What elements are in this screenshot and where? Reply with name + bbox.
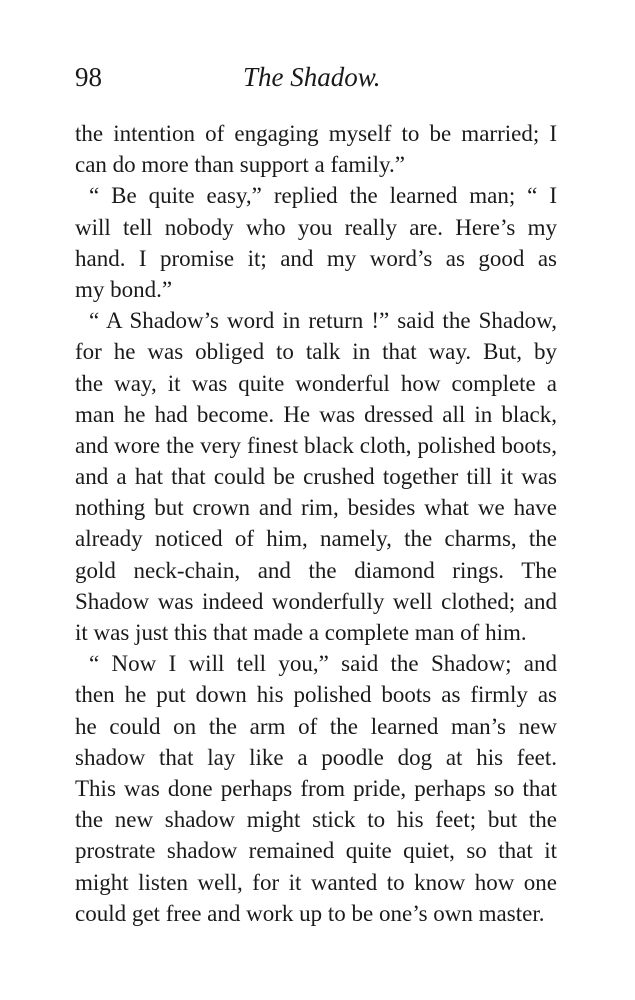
text-line: Shadow was indeed wonderfully well clothed; and [75, 588, 557, 614]
text-line: This was done perhaps from pride, perhaps so that [75, 775, 557, 801]
text-line: can do more than support a family.” [75, 152, 405, 178]
text-line: could get free and work up to be one’s own master. [75, 900, 545, 926]
text-line: and a hat that could be crushed together till it was [75, 464, 557, 490]
text-line: “ Be quite easy,” replied the learned man; “ I [89, 183, 557, 209]
text-line: man he had become. He was dressed all in black, [75, 401, 557, 427]
text-line: already noticed of him, namely, the charms, the [75, 526, 557, 552]
text-line: “ A Shadow’s word in return !” said the Shadow, [89, 308, 557, 334]
text-line: will tell nobody who you really are. Here’s my [75, 214, 557, 240]
text-line: and wore the very finest black cloth, polished boots, [75, 432, 557, 458]
text-line: for he was obliged to talk in that way. But, by [75, 339, 557, 365]
text-line: shadow that lay like a poodle dog at his feet. [75, 744, 557, 770]
text-line: prostrate shadow remained quite quiet, so that it [75, 838, 557, 864]
text-line: hand. I promise it; and my word’s as good as [75, 245, 557, 271]
page-number: 98 [75, 62, 102, 92]
text-line: gold neck-chain, and the diamond rings. The [75, 557, 557, 583]
text-line: nothing but crown and rim, besides what we have [75, 495, 557, 521]
text-line: my bond.” [75, 276, 173, 302]
page-header [75, 62, 565, 102]
text-line: “ Now I will tell you,” said the Shadow; and [89, 651, 557, 677]
body-text [75, 118, 557, 929]
text-line: the intention of engaging myself to be married; I [75, 121, 557, 146]
running-title: The Shadow. [243, 62, 381, 92]
text-line: might listen well, for it wanted to know how one [75, 869, 557, 895]
text-line: he could on the arm of the learned man’s new [75, 713, 557, 739]
text-line: the new shadow might stick to his feet; but the [75, 807, 557, 833]
text-line: then he put down his polished boots as firmly as [75, 682, 557, 708]
text-line: the way, it was quite wonderful how complete a [75, 370, 557, 396]
text-line: it was just this that made a complete man of him. [75, 620, 527, 645]
